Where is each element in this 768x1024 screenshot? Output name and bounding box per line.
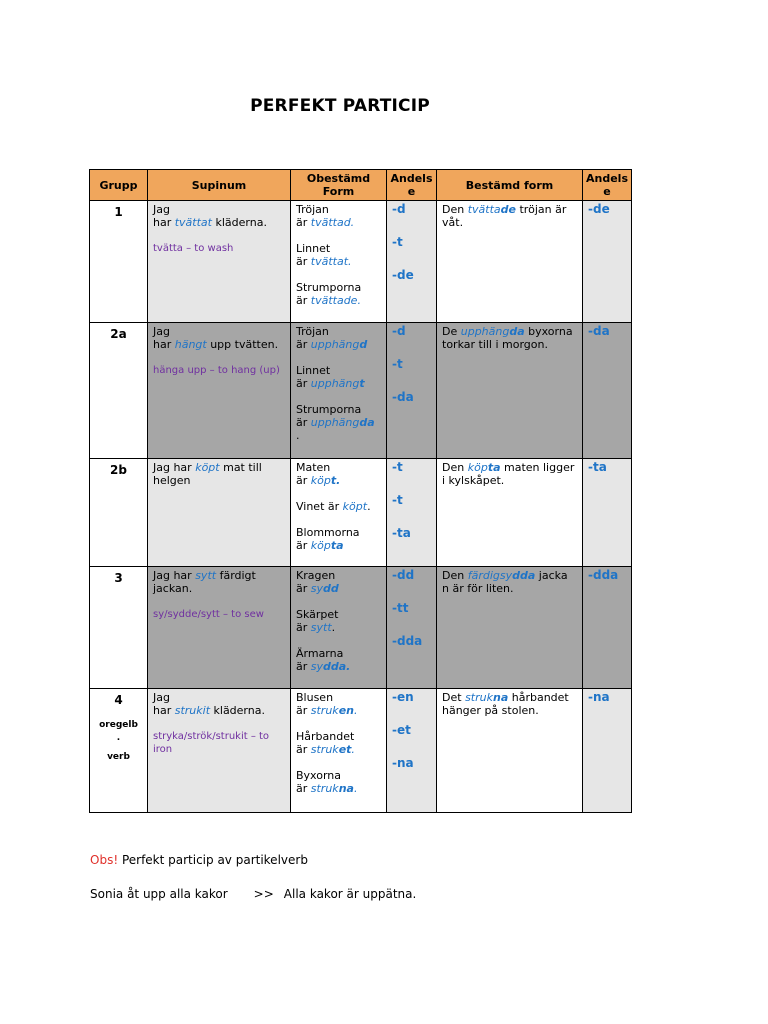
ending-cell [387,689,437,813]
ending-cell-2 [583,323,632,459]
ending-cell-2 [583,567,632,689]
cell-text: . [367,500,371,513]
cell-text: har [153,338,175,351]
verb-highlight: köp [467,461,488,474]
cell-text: Den [442,203,468,216]
obestamd-cell [291,201,387,323]
table-row [90,201,632,323]
ending-text: -ta [588,460,607,474]
cell-text: färdigt jackan. [153,569,256,595]
ending-text: -de [392,268,414,282]
header-bestamd: Bestämd form [437,170,583,201]
ending-cell-2 [583,689,632,813]
verb-highlight: upphäng [310,416,360,429]
bestamd-cell [437,567,583,689]
verb-ending: dda [512,569,536,582]
cell-text [153,216,285,229]
ending-cell [387,459,437,567]
bestamd-cell [437,689,583,813]
ending-cell-2 [583,459,632,567]
ending-text: -da [392,390,414,404]
table-row [90,459,632,567]
cell-text: Strumporna [296,281,362,294]
cell-text: Maten [296,461,331,474]
cell-text: Tröjan [296,203,329,216]
ending-cell [387,201,437,323]
group-subtitle: oregelb [99,720,138,730]
verb-highlight: köpt [195,461,220,474]
cell-text: kläderna. [211,216,267,229]
group-number: 4 [114,693,123,707]
ending-cell-2 [583,201,632,323]
verb-ending: ta [487,461,501,474]
verb-ending: de [500,203,516,216]
cell-text: Jag [153,325,170,338]
verb-highlight: strukit [174,704,211,717]
cell-text: är [296,377,311,390]
obs-note [90,853,308,867]
translation-note: stryka/strök/strukit – to iron [153,731,270,755]
header-andelse: Andels e [387,170,437,201]
cell-text: är [296,255,311,268]
cell-text: Strumporna [296,403,362,416]
cell-text: har [153,216,175,229]
example-line [90,887,416,901]
ending-text: -t [392,235,403,249]
verb-highlight: tvättad. [310,216,355,229]
cell-text: maten ligger i kylskåpet. [442,461,575,487]
verb-highlight: tvättade. [310,294,361,307]
verb-ending: t. [330,474,341,487]
bestamd-cell [437,323,583,459]
cell-text: har [153,704,175,717]
header-obestamd: Obestämd Form [291,170,387,201]
ending-text: -t [392,357,403,371]
cell-text: Jag [153,691,170,704]
verb-ending: dd [323,582,339,595]
cell-text: Tröjan [296,325,329,338]
verb-highlight: sy [310,660,324,673]
cell-text: Skärpet [296,608,339,621]
ending-text: -en [392,690,414,704]
ending-text: -dda [588,568,619,582]
ending-text: -na [588,690,610,704]
supinum-cell [148,323,291,459]
cell-text: mat till helgen [153,461,262,487]
verb-highlight: struk [310,743,339,756]
cell-text: tröjan är våt. [442,203,567,229]
group-cell: 1 [90,201,148,323]
cell-text: är [296,621,311,634]
ending-text: -t [392,460,403,474]
bestamd-cell [437,201,583,323]
bestamd-cell [437,459,583,567]
cell-text: . [296,429,300,442]
header-grupp: Grupp [90,170,148,201]
cell-text: . [331,621,336,634]
cell-text: är [296,582,311,595]
cell-text: är [296,416,311,429]
obestamd-cell [291,567,387,689]
cell-text: är [296,660,311,673]
verb-ending: na [492,691,509,704]
ending-text: -da [588,324,610,338]
verb-ending: en [338,704,354,717]
ending-text: -et [392,723,411,737]
supinum-cell [148,201,291,323]
table-header-row [90,170,632,201]
table-row [90,323,632,459]
verb-highlight: struk [465,691,493,704]
ending-cell [387,567,437,689]
example-result: Alla kakor är uppätna. [283,887,417,901]
example-sentence: Sonia åt upp alla kakor [90,887,228,901]
group-cell: 2a [90,323,148,459]
cell-text: är [296,743,311,756]
cell-text: Byxorna [296,769,341,782]
cell-text: Linnet [296,364,331,377]
header-supinum: Supinum [148,170,291,201]
verb-highlight: tvättat [174,216,212,229]
table-row [90,689,632,813]
verb-highlight: upphäng [310,338,360,351]
ending-text: -t [392,493,403,507]
verb-highlight: sytt [195,569,217,582]
translation-note: tvätta – to wash [153,243,234,254]
cell-text: Den [442,569,468,582]
cell-text: Hårbandet [296,730,355,743]
cell-text: Blommorna [296,526,360,539]
obs-text: Perfekt particip av partikelverb [118,853,308,867]
cell-text: är [296,338,311,351]
verb-ending: dda. [323,660,351,673]
cell-text: är [296,539,311,552]
table-row [90,567,632,689]
cell-text: Kragen [296,569,336,582]
verb-highlight: färdigsy [467,569,513,582]
group-cell: 3 [90,567,148,689]
cell-text: byxorna torkar till i morgon. [442,325,573,351]
cell-text: Ärmarna [296,647,344,660]
page-title: PERFEKT PARTICIP [250,96,430,116]
verb-highlight: sytt [310,621,332,634]
cell-text: Jag har [153,461,196,474]
cell-text: upp tvätten. [206,338,279,351]
supinum-cell [148,689,291,813]
cell-text: hårbandet hänger på stolen. [442,691,569,717]
cell-text: är [296,474,311,487]
participle-table [89,169,632,813]
verb-ending: ta [330,539,344,552]
verb-highlight: struk [310,704,339,717]
cell-text: Blusen [296,691,334,704]
ending-cell [387,323,437,459]
cell-text: Vinet är [296,500,343,513]
verb-ending: t [359,377,365,390]
supinum-cell [148,567,291,689]
ending-text: -d [392,324,406,338]
cell-text: De [442,325,461,338]
cell-text: är [296,294,311,307]
ending-text: -tt [392,601,409,615]
verb-ending: na [338,782,354,795]
ending-text: -de [588,202,610,216]
verb-ending: da [359,416,375,429]
obs-label: Obs! [90,853,119,867]
verb-highlight: tvättat. [310,255,352,268]
cell-text: Jag har [153,569,196,582]
obestamd-cell [291,323,387,459]
cell-text: Det [442,691,466,704]
translation-note: sy/sydde/sytt – to sew [153,609,264,620]
group-cell [90,689,148,813]
cell-text: jacka n är för liten. [442,569,568,595]
cell-text: Den [442,461,468,474]
cell-text: Jag [153,203,170,216]
cell-text: är [296,704,311,717]
cell-text: är [296,782,311,795]
ending-text: -ta [392,526,411,540]
ending-text: -dd [392,568,415,582]
verb-ending: d [359,338,368,351]
ending-text: -dda [392,634,423,648]
cell-text: är [296,216,311,229]
obestamd-cell: Blusen är struken. Hårbandet är struket. Byxorna är strukna. [291,689,387,813]
verb-ending: et [338,743,352,756]
verb-highlight: tvätta [467,203,501,216]
obestamd-cell [291,459,387,567]
arrow-text: >> [253,887,274,901]
verb-highlight: hängt [174,338,207,351]
verb-highlight: upphäng [310,377,360,390]
header-andelse-2: Andels e [583,170,632,201]
ending-text: -na [392,756,414,770]
ending-text: -d [392,202,406,216]
verb-highlight: köpt [342,500,368,513]
cell-text: kläderna. [210,704,265,717]
verb-highlight: upphäng [460,325,510,338]
group-subtitle: verb [107,752,130,762]
verb-highlight: struk [310,782,339,795]
verb-highlight: köp [310,474,331,487]
cell-text: Linnet [296,242,331,255]
group-cell: 2b [90,459,148,567]
verb-highlight: sy [310,582,324,595]
verb-ending: da [509,325,525,338]
supinum-cell [148,459,291,567]
group-subtitle: . [116,733,121,743]
verb-highlight: köp [310,539,331,552]
translation-note: hänga upp – to hang (up) [153,365,280,376]
